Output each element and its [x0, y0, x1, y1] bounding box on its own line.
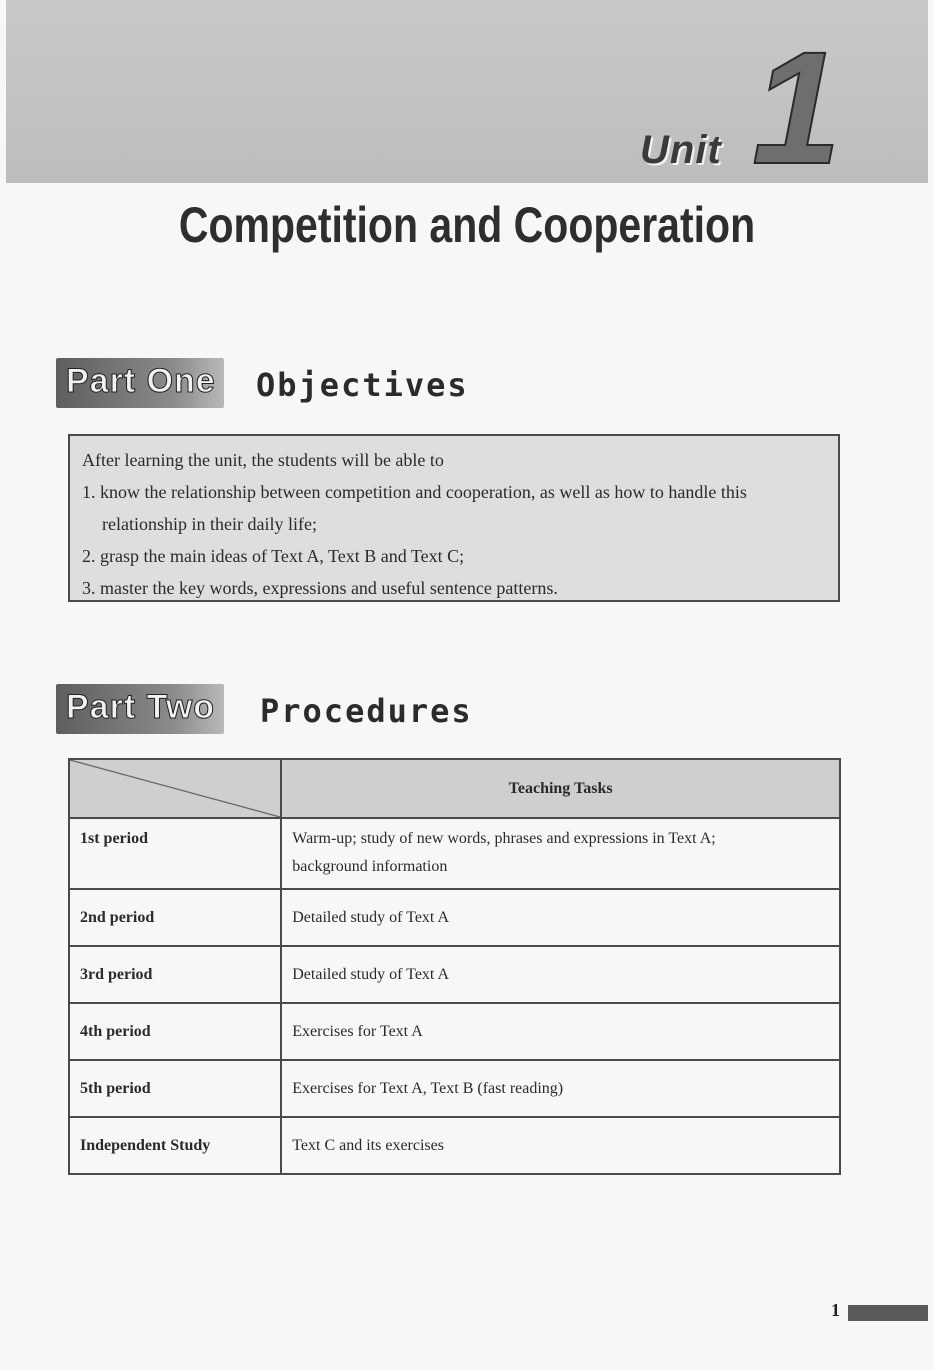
procedures-table — [68, 758, 841, 1175]
period-cell: 3rd period — [69, 946, 281, 1003]
table-row — [69, 1117, 840, 1174]
part-two-title: Procedures — [260, 692, 473, 730]
task-line: Warm-up; study of new words, phrases and expressions in Text A; — [292, 830, 716, 847]
unit-number: 1 — [752, 18, 841, 197]
table-header-row — [69, 759, 840, 818]
page-title: Competition and Cooperation — [178, 197, 756, 253]
task-line: background information — [292, 858, 448, 875]
table-row — [69, 818, 840, 889]
objective-item-continued: relationship in their daily life; — [102, 514, 317, 534]
objective-item: 3. master the key words, expressions and useful sentence patterns. — [82, 578, 558, 598]
objectives-box — [68, 434, 840, 602]
period-cell: 5th period — [69, 1060, 281, 1117]
task-cell: Detailed study of Text A — [281, 889, 840, 946]
period-cell: 2nd period — [69, 889, 281, 946]
part-one-tag — [56, 358, 224, 408]
task-cell: Detailed study of Text A — [281, 946, 840, 1003]
part-one-title: Objectives — [256, 366, 469, 404]
table-row — [69, 946, 840, 1003]
period-cell: Independent Study — [69, 1117, 281, 1174]
page-number: 1 — [831, 1300, 840, 1320]
period-cell: 1st period — [69, 818, 281, 889]
table-row — [69, 889, 840, 946]
page-number-bar — [848, 1305, 928, 1321]
objectives-intro: After learning the unit, the students will be able to — [82, 450, 444, 470]
period-cell: 4th period — [69, 1003, 281, 1060]
table-corner-cell — [69, 759, 281, 818]
task-cell — [281, 818, 840, 889]
objective-item: 2. grasp the main ideas of Text A, Text B and Text C; — [82, 546, 465, 566]
part-two-tag-label: Part Two — [66, 688, 216, 726]
teaching-tasks-header: Teaching Tasks — [281, 759, 840, 818]
unit-label: Unit — [640, 128, 722, 172]
task-cell: Text C and its exercises — [281, 1117, 840, 1174]
table-row — [69, 1003, 840, 1060]
task-cell: Exercises for Text A — [281, 1003, 840, 1060]
task-cell: Exercises for Text A, Text B (fast reading) — [281, 1060, 840, 1117]
part-one-tag-label: Part One — [66, 362, 216, 400]
part-two-tag — [56, 684, 224, 734]
table-row — [69, 1060, 840, 1117]
objective-item: 1. know the relationship between competition and cooperation, as well as how to handle this — [82, 482, 747, 502]
